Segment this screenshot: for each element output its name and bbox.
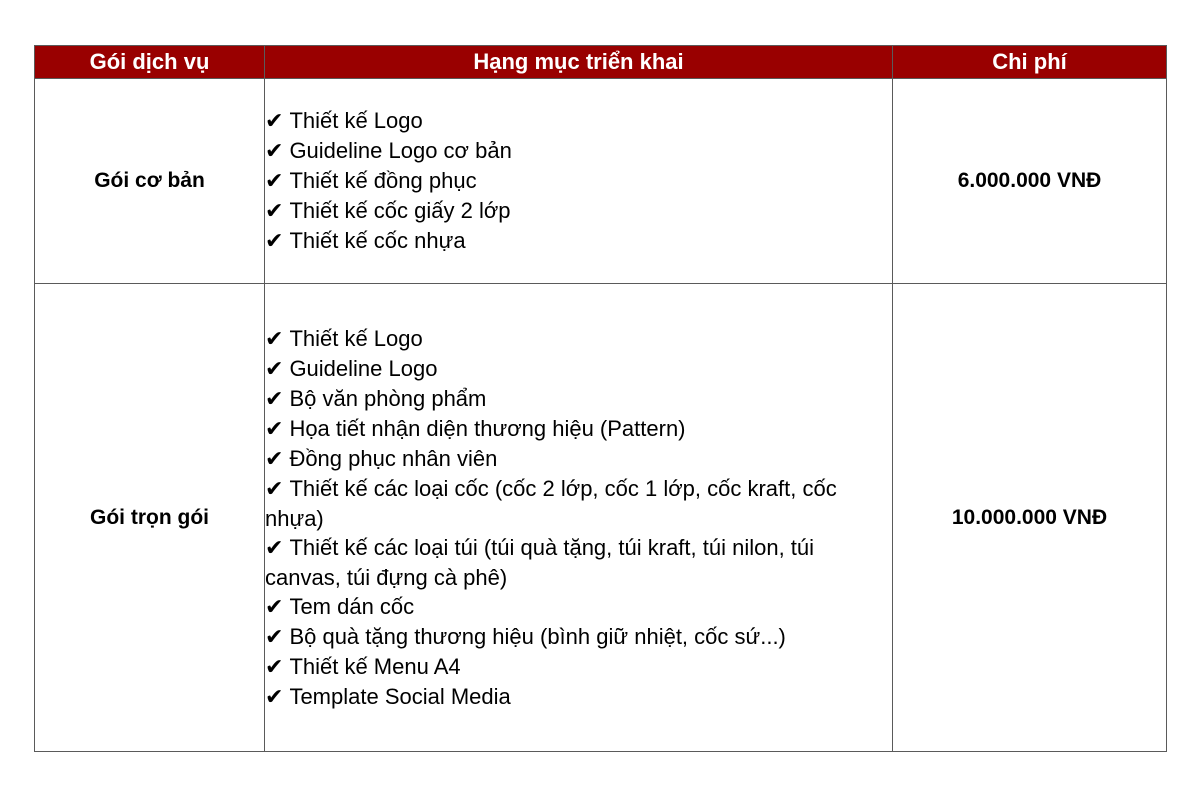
list-item — [265, 106, 892, 136]
package-price: 10.000.000 VNĐ — [893, 284, 1167, 752]
item-list — [265, 79, 893, 284]
check-mark-icon: ✔ — [265, 476, 284, 502]
check-mark-icon: ✔ — [265, 169, 284, 194]
check-mark-icon: ✔ — [265, 229, 284, 254]
check-mark-icon: ✔ — [265, 109, 284, 134]
list-item-label: Guideline Logo — [289, 355, 438, 381]
list-item — [265, 622, 892, 652]
list-item-label: Tem dán cốc — [289, 593, 415, 619]
list-item-label: Guideline Logo cơ bản — [289, 138, 512, 163]
check-mark-icon: ✔ — [265, 416, 284, 442]
list-item — [265, 533, 892, 592]
header-price: Chi phí — [893, 46, 1167, 79]
list-item — [265, 324, 892, 354]
package-price: 6.000.000 VNĐ — [893, 79, 1167, 284]
list-item-label: Template Social Media — [289, 683, 511, 709]
list-item — [265, 592, 892, 622]
check-mark-icon: ✔ — [265, 594, 284, 620]
check-mark-icon: ✔ — [265, 624, 284, 650]
package-name: Gói trọn gói — [35, 284, 265, 752]
list-item-label: Thiết kế Logo — [289, 325, 423, 351]
item-list — [265, 284, 893, 752]
list-item-label: Họa tiết nhận diện thương hiệu (Pattern) — [289, 415, 686, 441]
list-item-label: Thiết kế các loại túi (túi quà tặng, túi kraft, túi nilon, túi canvas, túi đựng cà phê) — [265, 534, 815, 590]
check-mark-icon: ✔ — [265, 326, 284, 352]
table-header-row — [35, 46, 1167, 79]
list-item-label: Thiết kế cốc nhựa — [289, 228, 466, 253]
list-item — [265, 384, 892, 414]
table-row-basic — [35, 79, 1167, 284]
list-item — [265, 354, 892, 384]
list-item — [265, 136, 892, 166]
check-mark-icon: ✔ — [265, 139, 284, 164]
list-item-label: Thiết kế đồng phục — [289, 168, 477, 193]
list-item-label: Thiết kế các loại cốc (cốc 2 lớp, cốc 1 lớp, cốc kraft, cốc nhựa) — [265, 475, 837, 531]
check-mark-icon: ✔ — [265, 684, 284, 710]
list-item — [265, 414, 892, 444]
pricing-table — [34, 45, 1167, 752]
check-mark-icon: ✔ — [265, 654, 284, 680]
check-mark-icon: ✔ — [265, 386, 284, 412]
list-item-label: Đồng phục nhân viên — [289, 445, 498, 471]
list-item-label: Thiết kế cốc giấy 2 lớp — [289, 198, 511, 223]
list-item-label: Thiết kế Logo — [289, 108, 423, 133]
list-item — [265, 166, 892, 196]
check-mark-icon: ✔ — [265, 446, 284, 472]
header-items: Hạng mục triển khai — [265, 46, 893, 79]
list-item-label: Bộ quà tặng thương hiệu (bình giữ nhiệt, cốc sứ...) — [289, 623, 786, 649]
check-mark-icon: ✔ — [265, 356, 284, 382]
package-name: Gói cơ bản — [35, 79, 265, 284]
list-item-label: Thiết kế Menu A4 — [289, 653, 461, 679]
table-row-full — [35, 284, 1167, 752]
list-item — [265, 226, 892, 256]
list-item — [265, 196, 892, 226]
header-package: Gói dịch vụ — [35, 46, 265, 79]
list-item — [265, 444, 892, 474]
list-item — [265, 652, 892, 682]
list-item — [265, 682, 892, 712]
check-mark-icon: ✔ — [265, 535, 284, 561]
check-mark-icon: ✔ — [265, 199, 284, 224]
list-item-label: Bộ văn phòng phẩm — [289, 385, 487, 411]
list-item — [265, 474, 892, 533]
